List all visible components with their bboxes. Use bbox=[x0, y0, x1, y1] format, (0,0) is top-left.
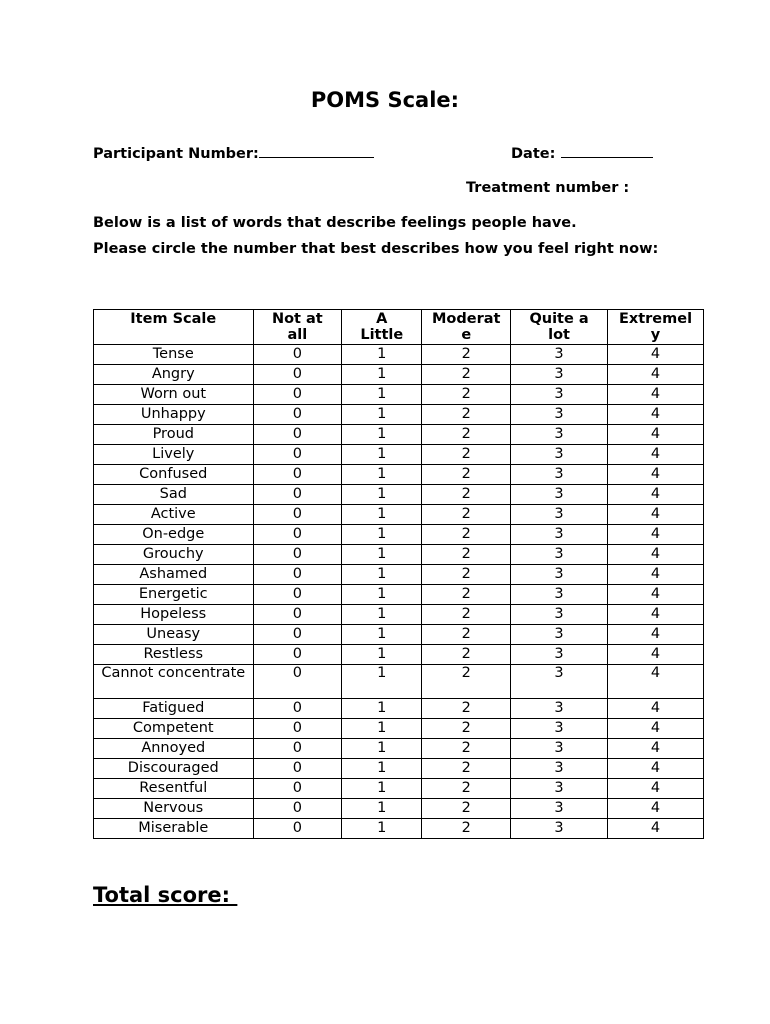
header-text: lot bbox=[548, 327, 570, 343]
rating-option[interactable]: 4 bbox=[608, 485, 704, 505]
rating-option[interactable]: 1 bbox=[342, 525, 422, 545]
rating-option[interactable]: 4 bbox=[608, 505, 704, 525]
item-label: Fatigued bbox=[94, 699, 254, 719]
rating-option[interactable]: 1 bbox=[342, 625, 422, 645]
table-row bbox=[94, 385, 704, 405]
rating-option[interactable]: 0 bbox=[253, 365, 342, 385]
rating-option[interactable]: 3 bbox=[511, 665, 608, 699]
item-label: Cannot concentrate bbox=[94, 665, 254, 699]
item-label: Proud bbox=[94, 425, 254, 445]
instructions bbox=[93, 210, 673, 262]
rating-option[interactable]: 4 bbox=[608, 465, 704, 485]
rating-option[interactable]: 2 bbox=[422, 405, 511, 425]
rating-option[interactable]: 2 bbox=[422, 779, 511, 799]
table-row bbox=[94, 665, 704, 699]
table-row bbox=[94, 719, 704, 739]
table-row bbox=[94, 779, 704, 799]
rating-option[interactable]: 2 bbox=[422, 739, 511, 759]
table-row bbox=[94, 525, 704, 545]
rating-option[interactable]: 1 bbox=[342, 405, 422, 425]
item-label: Restless bbox=[94, 645, 254, 665]
header-text: A bbox=[376, 311, 388, 327]
rating-option[interactable]: 3 bbox=[511, 525, 608, 545]
rating-option[interactable]: 3 bbox=[511, 545, 608, 565]
header-text: Moderat bbox=[432, 311, 501, 327]
rating-option[interactable]: 4 bbox=[608, 425, 704, 445]
header-text: all bbox=[287, 327, 308, 343]
table-header-row bbox=[94, 310, 704, 345]
rating-option[interactable]: 4 bbox=[608, 625, 704, 645]
table-row bbox=[94, 739, 704, 759]
header-text: y bbox=[650, 327, 661, 343]
rating-option[interactable]: 2 bbox=[422, 465, 511, 485]
rating-option[interactable]: 4 bbox=[608, 385, 704, 405]
rating-option[interactable]: 1 bbox=[342, 585, 422, 605]
item-label: Energetic bbox=[94, 585, 254, 605]
rating-option[interactable]: 2 bbox=[422, 365, 511, 385]
instructions-line-2: Please circle the number that best describes how you feel right now: bbox=[93, 241, 659, 257]
rating-option[interactable]: 1 bbox=[342, 799, 422, 819]
rating-option[interactable]: 4 bbox=[608, 759, 704, 779]
participant-number-label: Participant Number: bbox=[93, 146, 259, 162]
rating-option[interactable]: 2 bbox=[422, 699, 511, 719]
rating-option[interactable]: 4 bbox=[608, 779, 704, 799]
rating-option[interactable]: 0 bbox=[253, 625, 342, 645]
rating-option[interactable]: 2 bbox=[422, 445, 511, 465]
item-label: Lively bbox=[94, 445, 254, 465]
rating-option[interactable]: 3 bbox=[511, 405, 608, 425]
rating-option[interactable]: 2 bbox=[422, 665, 511, 699]
header-text: Quite a bbox=[529, 311, 589, 327]
rating-option[interactable]: 4 bbox=[608, 719, 704, 739]
rating-option[interactable]: 0 bbox=[253, 525, 342, 545]
header-text: Not at bbox=[271, 311, 323, 327]
rating-option[interactable]: 4 bbox=[608, 525, 704, 545]
rating-option[interactable]: 0 bbox=[253, 605, 342, 625]
header-item-scale bbox=[94, 310, 254, 345]
header-not-at-all bbox=[253, 310, 342, 345]
rating-option[interactable]: 1 bbox=[342, 345, 422, 365]
rating-option[interactable]: 4 bbox=[608, 665, 704, 699]
instructions-line-1: Below is a list of words that describe feelings people have. bbox=[93, 215, 577, 231]
table-row bbox=[94, 799, 704, 819]
table-row bbox=[94, 819, 704, 839]
item-label: Confused bbox=[94, 465, 254, 485]
rating-option[interactable]: 3 bbox=[511, 385, 608, 405]
rating-option[interactable]: 1 bbox=[342, 445, 422, 465]
rating-option[interactable]: 1 bbox=[342, 425, 422, 445]
rating-option[interactable]: 1 bbox=[342, 645, 422, 665]
treatment-number-label: Treatment number : bbox=[466, 180, 630, 196]
rating-option[interactable]: 3 bbox=[511, 699, 608, 719]
date-field[interactable] bbox=[511, 146, 653, 162]
rating-option[interactable]: 4 bbox=[608, 545, 704, 565]
rating-option[interactable]: 3 bbox=[511, 645, 608, 665]
rating-option[interactable]: 3 bbox=[511, 485, 608, 505]
table-row bbox=[94, 585, 704, 605]
header-text: Little bbox=[360, 327, 404, 343]
rating-option[interactable]: 1 bbox=[342, 699, 422, 719]
rating-option[interactable]: 3 bbox=[511, 465, 608, 485]
rating-option[interactable]: 1 bbox=[342, 385, 422, 405]
rating-option[interactable]: 1 bbox=[342, 565, 422, 585]
rating-option[interactable]: 0 bbox=[253, 385, 342, 405]
rating-option[interactable]: 1 bbox=[342, 465, 422, 485]
poms-table bbox=[93, 309, 704, 839]
table-row bbox=[94, 425, 704, 445]
rating-option[interactable]: 0 bbox=[253, 565, 342, 585]
rating-option[interactable]: 3 bbox=[511, 505, 608, 525]
rating-option[interactable]: 3 bbox=[511, 625, 608, 645]
header-moderate bbox=[422, 310, 511, 345]
rating-option[interactable]: 1 bbox=[342, 505, 422, 525]
rating-option[interactable]: 4 bbox=[608, 585, 704, 605]
rating-option[interactable]: 1 bbox=[342, 365, 422, 385]
item-label: On-edge bbox=[94, 525, 254, 545]
item-label: Tense bbox=[94, 345, 254, 365]
rating-option[interactable]: 4 bbox=[608, 605, 704, 625]
item-label: Annoyed bbox=[94, 739, 254, 759]
item-label: Grouchy bbox=[94, 545, 254, 565]
item-label: Hopeless bbox=[94, 605, 254, 625]
rating-option[interactable]: 2 bbox=[422, 819, 511, 839]
rating-option[interactable]: 1 bbox=[342, 739, 422, 759]
rating-option[interactable]: 2 bbox=[422, 485, 511, 505]
rating-option[interactable]: 0 bbox=[253, 665, 342, 699]
item-label: Angry bbox=[94, 365, 254, 385]
item-label: Sad bbox=[94, 485, 254, 505]
date-label: Date: bbox=[511, 146, 556, 162]
rating-option[interactable]: 0 bbox=[253, 345, 342, 365]
rating-option[interactable]: 1 bbox=[342, 605, 422, 625]
rating-option[interactable]: 2 bbox=[422, 425, 511, 445]
rating-option[interactable]: 4 bbox=[608, 739, 704, 759]
rating-option[interactable]: 2 bbox=[422, 565, 511, 585]
table-row bbox=[94, 545, 704, 565]
rating-option[interactable]: 0 bbox=[253, 819, 342, 839]
rating-option[interactable]: 0 bbox=[253, 585, 342, 605]
header-text: Item Scale bbox=[130, 311, 217, 327]
rating-option[interactable]: 2 bbox=[422, 719, 511, 739]
item-label: Discouraged bbox=[94, 759, 254, 779]
header-extremely bbox=[608, 310, 704, 345]
rating-option[interactable]: 2 bbox=[422, 605, 511, 625]
rating-option[interactable]: 3 bbox=[511, 345, 608, 365]
rating-option[interactable]: 4 bbox=[608, 699, 704, 719]
rating-option[interactable]: 0 bbox=[253, 799, 342, 819]
table-row bbox=[94, 365, 704, 385]
rating-option[interactable]: 1 bbox=[342, 759, 422, 779]
table-row bbox=[94, 759, 704, 779]
rating-option[interactable]: 3 bbox=[511, 565, 608, 585]
header-a-little bbox=[342, 310, 422, 345]
rating-option[interactable]: 1 bbox=[342, 545, 422, 565]
rating-option[interactable]: 4 bbox=[608, 819, 704, 839]
table-row bbox=[94, 405, 704, 425]
rating-option[interactable]: 4 bbox=[608, 345, 704, 365]
header-quite-a-lot bbox=[511, 310, 608, 345]
table-row bbox=[94, 699, 704, 719]
rating-option[interactable]: 1 bbox=[342, 719, 422, 739]
table-row bbox=[94, 605, 704, 625]
rating-option[interactable]: 3 bbox=[511, 605, 608, 625]
rating-option[interactable]: 3 bbox=[511, 819, 608, 839]
rating-option[interactable]: 0 bbox=[253, 645, 342, 665]
rating-option[interactable]: 0 bbox=[253, 779, 342, 799]
participant-number-field[interactable] bbox=[93, 146, 374, 162]
table-body bbox=[94, 345, 704, 839]
rating-option[interactable]: 3 bbox=[511, 799, 608, 819]
rating-option[interactable]: 2 bbox=[422, 759, 511, 779]
table-row bbox=[94, 645, 704, 665]
participant-number-blank[interactable] bbox=[259, 156, 374, 158]
item-label: Nervous bbox=[94, 799, 254, 819]
rating-option[interactable]: 4 bbox=[608, 445, 704, 465]
rating-option[interactable]: 3 bbox=[511, 719, 608, 739]
table-row bbox=[94, 625, 704, 645]
rating-option[interactable]: 1 bbox=[342, 819, 422, 839]
rating-option[interactable]: 4 bbox=[608, 365, 704, 385]
table-row bbox=[94, 485, 704, 505]
page-title: POMS Scale: bbox=[310, 88, 460, 112]
rating-option[interactable]: 2 bbox=[422, 645, 511, 665]
rating-option[interactable]: 0 bbox=[253, 505, 342, 525]
rating-option[interactable]: 0 bbox=[253, 425, 342, 445]
rating-option[interactable]: 4 bbox=[608, 799, 704, 819]
rating-option[interactable]: 2 bbox=[422, 585, 511, 605]
rating-option[interactable]: 0 bbox=[253, 545, 342, 565]
item-label: Active bbox=[94, 505, 254, 525]
rating-option[interactable]: 3 bbox=[511, 759, 608, 779]
table-row bbox=[94, 445, 704, 465]
treatment-number-field[interactable] bbox=[466, 180, 629, 196]
rating-option[interactable]: 1 bbox=[342, 779, 422, 799]
rating-option[interactable]: 2 bbox=[422, 345, 511, 365]
rating-option[interactable]: 4 bbox=[608, 565, 704, 585]
rating-option[interactable]: 0 bbox=[253, 465, 342, 485]
item-label: Miserable bbox=[94, 819, 254, 839]
rating-option[interactable]: 4 bbox=[608, 645, 704, 665]
rating-option[interactable]: 3 bbox=[511, 739, 608, 759]
rating-option[interactable]: 0 bbox=[253, 739, 342, 759]
rating-option[interactable]: 2 bbox=[422, 799, 511, 819]
header-text: e bbox=[461, 327, 472, 343]
rating-option[interactable]: 0 bbox=[253, 719, 342, 739]
rating-option[interactable]: 0 bbox=[253, 445, 342, 465]
rating-option[interactable]: 3 bbox=[511, 425, 608, 445]
rating-option[interactable]: 1 bbox=[342, 665, 422, 699]
item-label: Uneasy bbox=[94, 625, 254, 645]
rating-option[interactable]: 0 bbox=[253, 759, 342, 779]
rating-option[interactable]: 0 bbox=[253, 699, 342, 719]
item-label: Competent bbox=[94, 719, 254, 739]
table-row bbox=[94, 565, 704, 585]
rating-option[interactable]: 0 bbox=[253, 485, 342, 505]
rating-option[interactable]: 2 bbox=[422, 545, 511, 565]
item-label: Worn out bbox=[94, 385, 254, 405]
rating-option[interactable]: 4 bbox=[608, 405, 704, 425]
rating-option[interactable]: 3 bbox=[511, 585, 608, 605]
rating-option[interactable]: 3 bbox=[511, 365, 608, 385]
table-row bbox=[94, 345, 704, 365]
rating-option[interactable]: 0 bbox=[253, 405, 342, 425]
item-label: Unhappy bbox=[94, 405, 254, 425]
rating-option[interactable]: 1 bbox=[342, 485, 422, 505]
rating-option[interactable]: 3 bbox=[511, 445, 608, 465]
rating-option[interactable]: 2 bbox=[422, 625, 511, 645]
item-label: Resentful bbox=[94, 779, 254, 799]
rating-option[interactable]: 3 bbox=[511, 779, 608, 799]
table-row bbox=[94, 465, 704, 485]
rating-option[interactable]: 2 bbox=[422, 505, 511, 525]
table-row bbox=[94, 505, 704, 525]
rating-option[interactable]: 2 bbox=[422, 385, 511, 405]
rating-option[interactable]: 2 bbox=[422, 525, 511, 545]
item-label: Ashamed bbox=[94, 565, 254, 585]
header-text: Extremel bbox=[618, 311, 693, 327]
total-score-label: Total score: bbox=[93, 883, 238, 907]
date-blank[interactable] bbox=[561, 156, 653, 158]
